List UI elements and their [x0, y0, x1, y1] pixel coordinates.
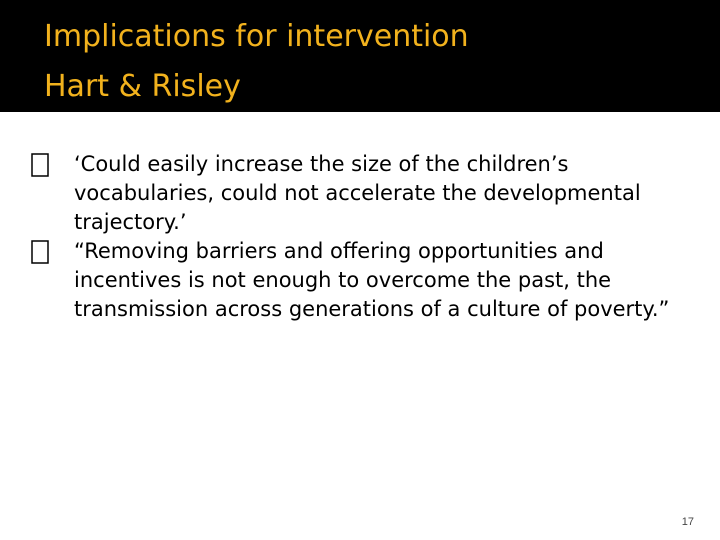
page-number: 17: [681, 516, 694, 528]
bullet-text: “Removing barriers and offering opportunities and incentives is not enough to overcome the past, the transmission across generations of a culture of poverty.”: [74, 239, 670, 321]
slide-title: Implications for intervention: [44, 19, 469, 54]
slide-body: [28, 150, 678, 324]
slide-subtitle: Hart & Risley: [44, 69, 241, 104]
box-bullet-icon: [28, 153, 54, 179]
bullet-item: [28, 237, 678, 324]
bullet-item: [28, 150, 678, 237]
bullet-text: ‘Could easily increase the size of the children’s vocabularies, could not accelerate the developmental trajectory.’: [74, 152, 641, 234]
box-bullet-icon: [28, 240, 54, 266]
title-band: [0, 0, 720, 112]
